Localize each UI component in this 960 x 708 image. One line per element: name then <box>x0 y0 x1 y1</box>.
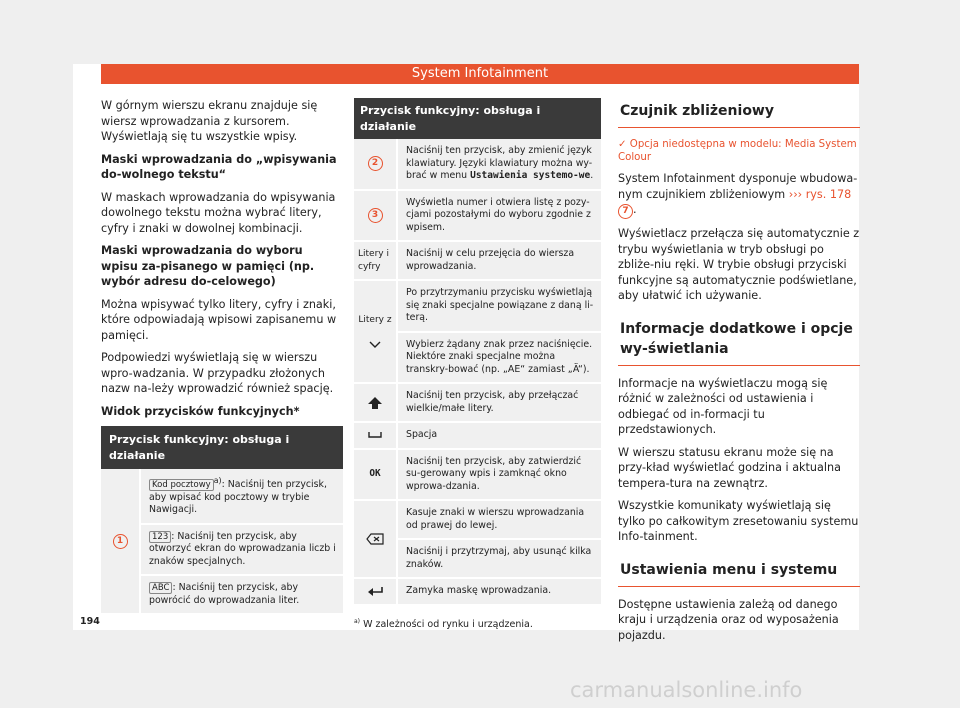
paragraph: Wyświetlacz przełącza się automatycznie z trybu wyświetlania w tryb obsługi po zbliże-niu ręki. W trybie obsługi przyciski funkcyjne są automatycznie podświetlane, aby ułatwić ich używanie. <box>618 227 860 302</box>
subheading: Widok przycisków funkcyjnych* <box>101 404 300 418</box>
cell-text: Naciśnij ten przycisk, aby zmienić język klawiatury. Języki klawiatury można wy-brać w menu <box>406 145 593 181</box>
key-cell <box>354 422 397 449</box>
section-heading: Czujnik zbliżeniowy <box>618 98 860 128</box>
callout-number: 7 <box>618 204 633 219</box>
paragraph: Informacje na wyświetlaczu mogą się różnić w zależności od ustawienia i odbiegać od in-formacji tu przedstawionych. <box>618 376 828 436</box>
section-heading: Informacje dodatkowe i opcje wy-świetlania <box>618 316 860 366</box>
table-cell <box>140 524 343 576</box>
table-header: Przycisk funkcyjny: obsługa i działanie <box>354 98 601 139</box>
column-2 <box>354 98 601 632</box>
checkmark-icon: ✓ <box>618 139 627 150</box>
footnote <box>354 614 601 633</box>
cell-text: . <box>590 170 594 181</box>
function-buttons-table <box>101 426 343 615</box>
paragraph <box>618 171 860 219</box>
column-3 <box>618 98 860 650</box>
table-cell: Zamyka maskę wprowadzania. <box>397 578 601 605</box>
table-cell: Naciśnij i przytrzymaj, aby usunąć kilka znaków. <box>397 539 601 578</box>
menu-name: Ustawienia systemo-we <box>470 170 591 181</box>
shift-icon <box>358 397 392 409</box>
paragraph-text: System Infotainment dysponuje wbudowa-nym czujnikiem zbliżeniowym <box>618 172 858 201</box>
subheading: Maski wprowadzania do wyboru wpisu za-pisanego w pamięci (np. wybór adresu do-celowego) <box>101 244 315 288</box>
footnote-mark: a) <box>354 617 361 625</box>
section-heading: Ustawienia menu i systemu <box>618 557 860 587</box>
space-icon <box>358 432 392 438</box>
paragraph: W górnym wierszu ekranu znajduje się wiersz wprowadzania z kursorem. Wyświetlają się tu wszystkie wpisy. <box>101 99 318 143</box>
paragraph: Można wpisywać tylko litery, cyfry i znaki, które odpowiadają wpisowi zapisanemu w pamięci. <box>101 297 337 342</box>
table-cell: Kasuje znaki w wierszu wprowadzania od prawej do lewej. <box>397 500 601 539</box>
paragraph: W maskach wprowadzania do wpisywania dowolnego tekstu można wybrać litery, cyfry i znaki w dowolnej kombinacji. <box>101 190 336 235</box>
table-cell <box>140 575 343 614</box>
function-buttons-table-2 <box>354 98 601 606</box>
close-keyboard-icon <box>358 585 392 597</box>
page-header: System Infotainment <box>101 64 859 84</box>
key-cell: OK <box>354 449 397 501</box>
footnote-text: W zależności od rynku i urządzenia. <box>363 618 533 630</box>
table-cell: Naciśnij ten przycisk, aby przełączać wielkie/małe litery. <box>397 383 601 422</box>
figure-reference-link[interactable]: ››› rys. 178 <box>788 187 852 201</box>
table-cell: Po przytrzymaniu przycisku wyświetlają się znaki specjalne powiązane z daną li-terą. <box>397 280 601 332</box>
cell-text: : Naciśnij ten przycisk, aby wpisać kod pocztowy w trybie Nawigacji. <box>149 479 327 516</box>
cell-text: : Naciśnij ten przycisk, aby otworzyć ekran do wprowadzania liczb i znaków specjalnych. <box>149 530 336 567</box>
paragraph: Podpowiedzi wyświetlają się w wierszu wpro-wadzania. W przypadku złożonych nazw na-leży wprowadzić również spację. <box>101 351 334 395</box>
paragraph: W wierszu statusu ekranu może się na przy-kład wyświetlać godzina i aktualna tempera-tura na zewnątrz. <box>618 445 841 490</box>
paragraph-text: . <box>633 203 637 216</box>
letters-tag: ABC <box>149 582 172 594</box>
chevron-down-icon <box>358 341 392 349</box>
table-cell: Wyświetla numer i otwiera listę z pozy-cjami pozostałymi do wyboru zgodnie z wpisem. <box>397 190 601 242</box>
key-cell <box>101 469 140 614</box>
table-cell: Wybierz żądany znak przez naciśnięcie. Niektóre znaki specjalne można transkry-bować (np. „AE“ zamiast „Ä“). <box>397 332 601 384</box>
key-cell: Litery i cyfry <box>354 241 397 280</box>
cell-text: : Naciśnij ten przycisk, aby powrócić do wprowadzania liter. <box>149 582 300 606</box>
option-note <box>618 138 860 164</box>
footnote-mark: a) <box>213 476 222 485</box>
table-cell: Naciśnij ten przycisk, aby zatwierdzić su-gerowany wpis i zamknąć okno wprowa-dzania. <box>397 449 601 501</box>
table-cell: Spacja <box>397 422 601 449</box>
paragraph: Dostępne ustawienia zależą od danego kraju i urządzenia oraz od wyposażenia pojazdu. <box>618 597 839 642</box>
option-text: Opcja niedostępna w modelu: Media System Colour <box>618 139 857 163</box>
key-cell <box>354 578 397 605</box>
callout-number: 1 <box>113 534 128 549</box>
watermark: carmanualsonline.info <box>570 678 803 702</box>
page-number: 194 <box>80 616 100 627</box>
table-cell <box>140 469 343 524</box>
key-cell <box>354 280 397 383</box>
postal-code-tag: Kod pocztowy <box>149 479 214 491</box>
column-1 <box>101 98 343 615</box>
key-cell <box>354 500 397 578</box>
subheading: Maski wprowadzania do „wpisywania do-wolnego tekstu“ <box>101 152 337 181</box>
table-header: Przycisk funkcyjny: obsługa i działanie <box>101 426 343 469</box>
callout-number: 2 <box>368 156 383 171</box>
callout-number: 3 <box>368 208 383 223</box>
numbers-tag: 123 <box>149 531 171 543</box>
table-cell <box>397 139 601 190</box>
paragraph: Wszystkie komunikaty wyświetlają się tylko po całkowitym zresetowaniu systemu Info-tainment. <box>618 499 859 543</box>
key-cell <box>354 383 397 422</box>
backspace-icon <box>358 533 392 545</box>
key-cell <box>354 190 397 242</box>
key-label: Litery z <box>358 315 392 326</box>
key-cell <box>354 139 397 190</box>
table-cell: Naciśnij w celu przejęcia do wiersza wprowadzania. <box>397 241 601 280</box>
